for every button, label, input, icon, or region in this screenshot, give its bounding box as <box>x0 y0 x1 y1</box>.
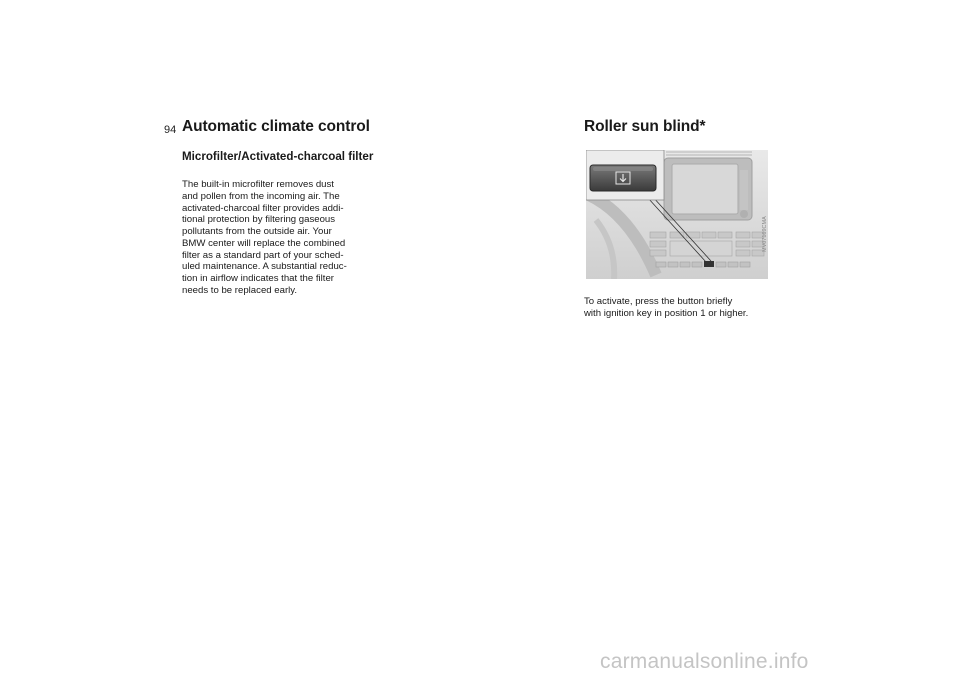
section-title-climate: Automatic climate control <box>182 118 370 135</box>
dashboard-figure <box>586 150 768 279</box>
subheading-microfilter: Microfilter/Activated-charcoal filter <box>182 150 374 163</box>
figure-code: MV07169CMA <box>762 216 768 252</box>
watermark: carmanualsonline.info <box>600 650 809 673</box>
page-number: 94 <box>164 124 177 136</box>
sun-blind-caption: To activate, press the button briefly with ignition key in position 1 or higher. <box>584 296 749 319</box>
section-title-sun-blind: Roller sun blind* <box>584 118 706 135</box>
microfilter-body-text: The built-in microfilter removes dust and pollen from the incoming air. The activated-charcoal filter provides addi- tional protection by filtering gaseous pollutants from the outside air. Your BMW center will replace the combined filter as a standard part of your sched- uled maintenance. A substantial reduc- tion in airflow indicates that the filter needs to be replaced early. <box>182 179 347 296</box>
